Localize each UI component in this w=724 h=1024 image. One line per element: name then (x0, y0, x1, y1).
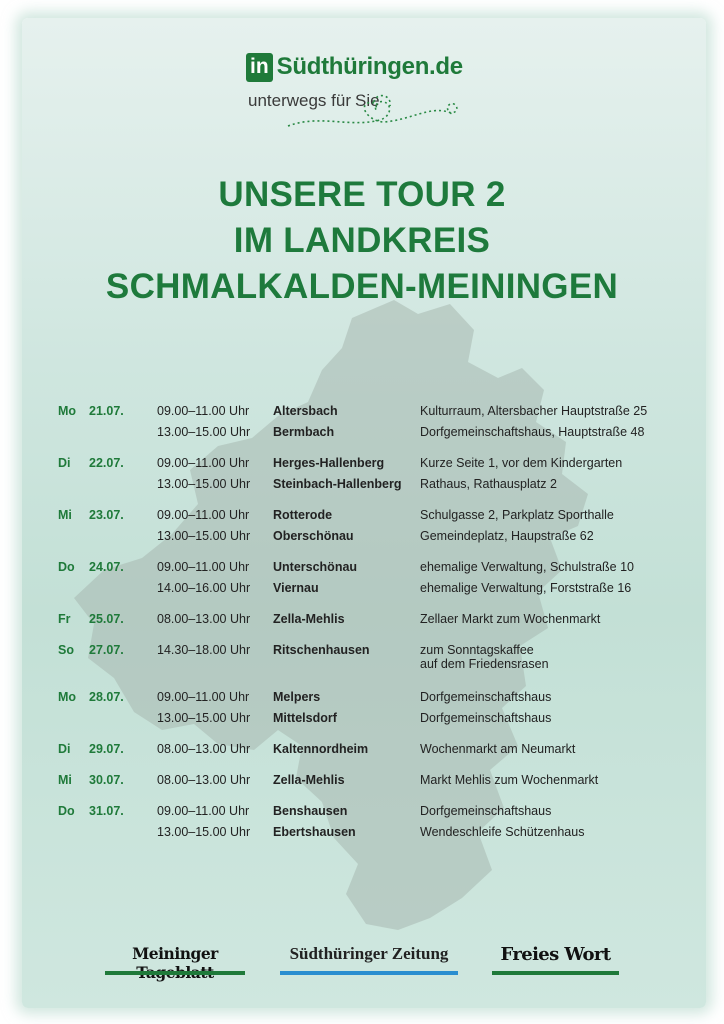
location: Gemeindeplatz, Haupstraße 62 (420, 529, 594, 543)
weekday: Do (58, 560, 75, 574)
logo-in-badge: in (246, 53, 273, 82)
schedule-row (58, 404, 678, 425)
time: 13.00–15.00 Uhr (157, 825, 251, 839)
dotted-heart-icon (280, 94, 475, 134)
time: 13.00–15.00 Uhr (157, 711, 251, 725)
tagline-text: unterwegs für (248, 91, 351, 110)
schedule-row (58, 477, 678, 498)
fw-underline (492, 971, 619, 975)
time: 08.00–13.00 Uhr (157, 773, 251, 787)
time: 08.00–13.00 Uhr (157, 742, 251, 756)
location: Wendeschleife Schützenhaus (420, 825, 585, 839)
title-line-2: IM LANDKREIS (233, 221, 491, 260)
location: ehemalige Verwaltung, Forststraße 16 (420, 581, 632, 595)
time: 13.00–15.00 Uhr (157, 529, 251, 543)
place: Unterschönau (273, 560, 358, 574)
date: 30.07. (89, 773, 124, 787)
schedule-row (58, 529, 678, 550)
schedule-row (58, 508, 678, 529)
logo-name: Südthüringen.de (276, 53, 463, 80)
schedule-day (58, 612, 678, 633)
date: 29.07. (89, 742, 124, 756)
schedule-row (58, 742, 678, 763)
location-line-2: auf dem Friedensrasen (420, 657, 549, 671)
place: Benshausen (273, 804, 348, 818)
date: 27.07. (89, 643, 124, 657)
schedule-row (58, 581, 678, 602)
place: Kaltennordheim (273, 742, 369, 756)
site-logo (246, 52, 463, 82)
place: Zella-Mehlis (273, 773, 345, 787)
date: 21.07. (89, 404, 124, 418)
weekday: Mo (58, 690, 77, 704)
schedule-row (58, 456, 678, 477)
place: Oberschönau (273, 529, 354, 543)
time: 14.30–18.00 Uhr (157, 643, 251, 657)
place: Ritschenhausen (273, 643, 370, 657)
location: Zellaer Markt zum Wochenmarkt (420, 612, 601, 626)
schedule-row (58, 560, 678, 581)
schedule-day (58, 773, 678, 794)
schedule-row (58, 773, 678, 794)
location: Wochenmarkt am Neumarkt (420, 742, 576, 756)
weekday: Mi (58, 773, 72, 787)
date: 31.07. (89, 804, 124, 818)
place: Altersbach (273, 404, 338, 418)
location: Kulturraum, Altersbacher Hauptstraße 25 (420, 404, 648, 418)
sz-underline (280, 971, 458, 975)
weekday: Di (58, 456, 71, 470)
time: 09.00–11.00 Uhr (157, 456, 250, 470)
time: 09.00–11.00 Uhr (157, 804, 250, 818)
date: 22.07. (89, 456, 124, 470)
schedule-row (58, 612, 678, 633)
schedule-day (58, 742, 678, 763)
location: Dorfgemeinschaftshaus (420, 711, 552, 725)
weekday: Di (58, 742, 71, 756)
time: 09.00–11.00 Uhr (157, 404, 250, 418)
mt-underline (105, 971, 245, 975)
schedule-row (58, 711, 678, 732)
title-line-3: SCHMALKALDEN-MEININGEN (105, 267, 619, 306)
schedule-day (58, 643, 678, 680)
place: Rotterode (273, 508, 333, 522)
date: 28.07. (89, 690, 124, 704)
poster-title (0, 172, 724, 310)
date: 25.07. (89, 612, 124, 626)
time: 09.00–11.00 Uhr (157, 690, 250, 704)
location: Markt Mehlis zum Wochenmarkt (420, 773, 599, 787)
time: 08.00–13.00 Uhr (157, 612, 251, 626)
schedule-day (58, 690, 678, 732)
time: 09.00–11.00 Uhr (157, 560, 250, 574)
weekday: Do (58, 804, 75, 818)
place: Herges-Hallenberg (273, 456, 385, 470)
place: Ebertshausen (273, 825, 356, 839)
time: 09.00–11.00 Uhr (157, 508, 250, 522)
freies-wort-logo: Freies Wort (500, 944, 611, 965)
weekday: Mo (58, 404, 77, 418)
schedule-row (58, 804, 678, 825)
place: Steinbach-Hallenberg (273, 477, 402, 491)
schedule-day (58, 804, 678, 846)
place: Melpers (273, 690, 321, 704)
tagline-sie: Sie (355, 91, 380, 110)
schedule-row (58, 690, 678, 711)
title-line-1: UNSERE TOUR 2 (218, 175, 506, 214)
schedule-row (58, 425, 678, 446)
newspaper-logos (0, 944, 724, 984)
location: Kurze Seite 1, vor dem Kindergarten (420, 456, 623, 470)
schedule-day (58, 404, 678, 446)
tour-schedule (58, 404, 678, 856)
weekday: So (58, 643, 74, 657)
meininger-tageblatt-logo: Meininger (132, 944, 218, 963)
schedule-row (58, 825, 678, 846)
location: Schulgasse 2, Parkplatz Sporthalle (420, 508, 614, 522)
place: Zella-Mehlis (273, 612, 345, 626)
date: 23.07. (89, 508, 124, 522)
date: 24.07. (89, 560, 124, 574)
time: 14.00–16.00 Uhr (157, 581, 251, 595)
location (420, 643, 678, 671)
time: 13.00–15.00 Uhr (157, 477, 251, 491)
location: ehemalige Verwaltung, Schulstraße 10 (420, 560, 635, 574)
schedule-day (58, 508, 678, 550)
time: 13.00–15.00 Uhr (157, 425, 251, 439)
location: Dorfgemeinschaftshaus (420, 690, 552, 704)
location: Rathaus, Rathausplatz 2 (420, 477, 557, 491)
place: Mittelsdorf (273, 711, 337, 725)
schedule-row (58, 643, 678, 680)
suedthueringer-zeitung-logo: Südthüringer Zeitung (289, 944, 449, 963)
weekday: Mi (58, 508, 72, 522)
place: Bermbach (273, 425, 335, 439)
place: Viernau (273, 581, 319, 595)
schedule-day (58, 560, 678, 602)
location: Dorfgemeinschaftshaus, Hauptstraße 48 (420, 425, 645, 439)
location: Dorfgemeinschaftshaus (420, 804, 552, 818)
location-line-1: zum Sonntagskaffee (420, 643, 534, 657)
weekday: Fr (58, 612, 71, 626)
schedule-day (58, 456, 678, 498)
